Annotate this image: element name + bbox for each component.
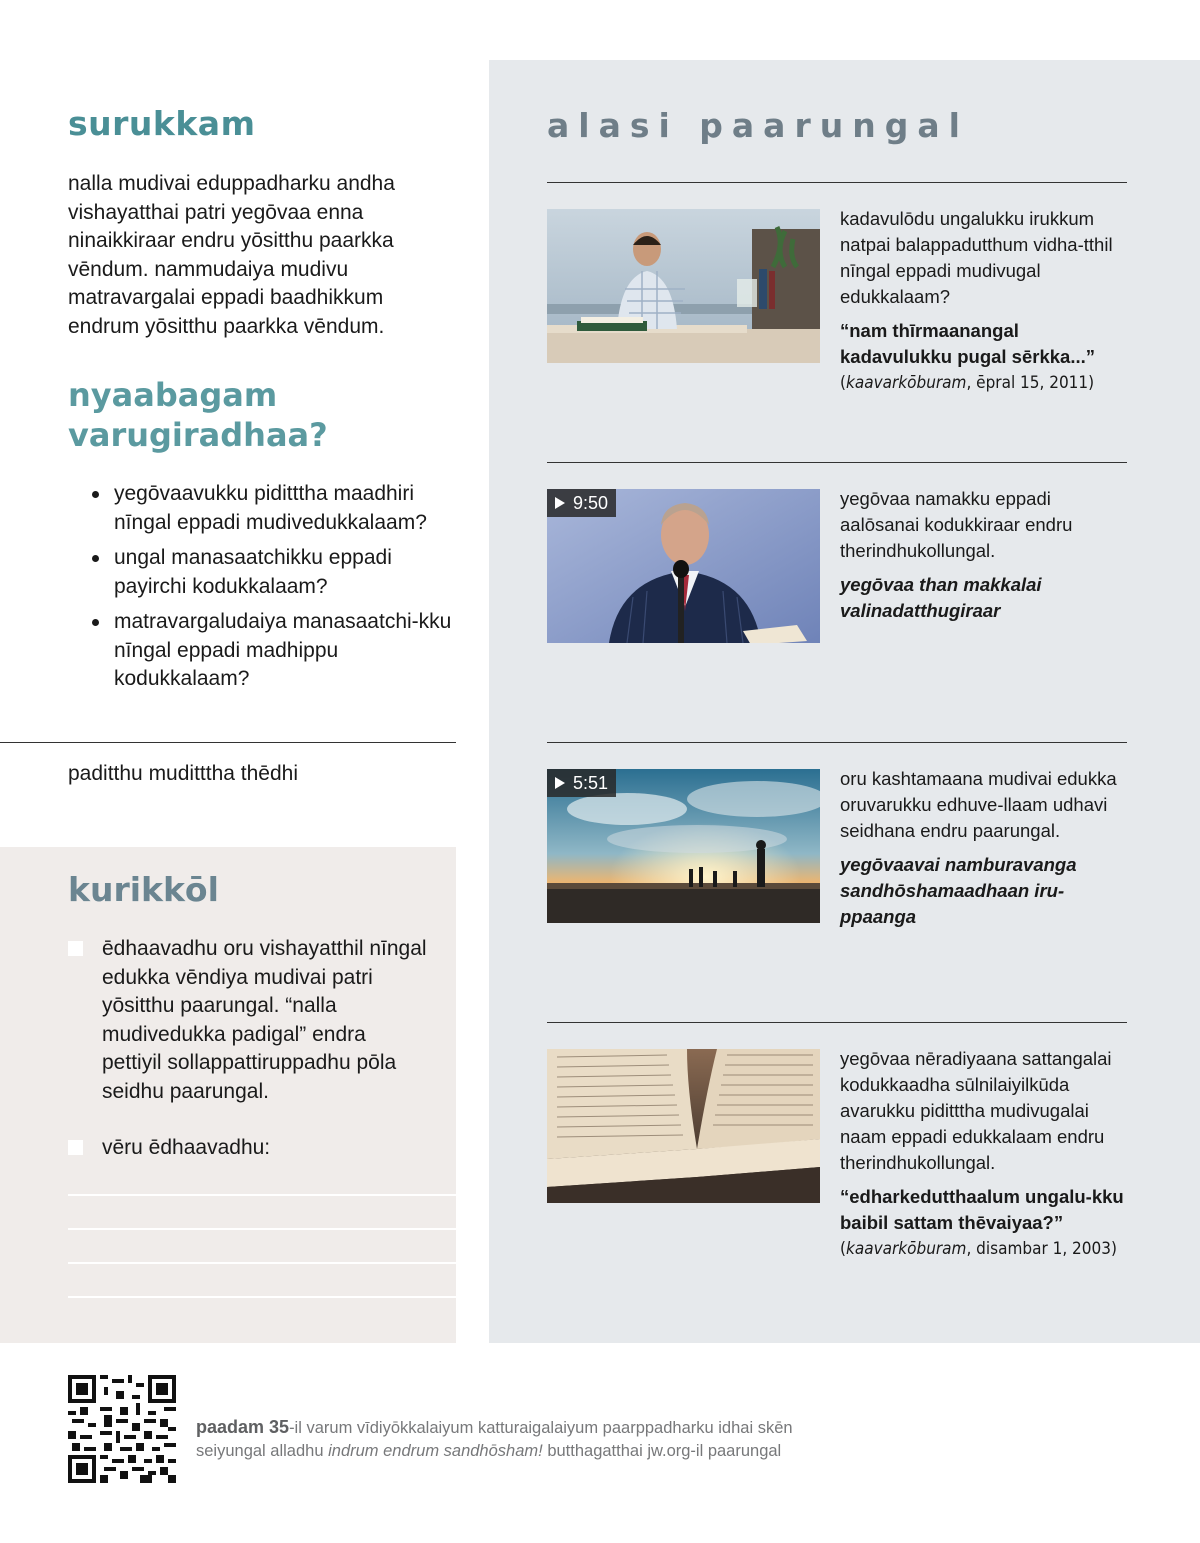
video-thumbnail[interactable] (547, 489, 820, 643)
goal-option-1[interactable] (68, 935, 428, 1106)
summary-text: nalla mudivai eduppadharku andha vishayatthai patri yegōvaa enna ninaikkiraar endru yōsitthu paarkka vēndum. nammudaiya mudivu matravargalai eppadi baadhikkum endrum yōsitthu paarkka vēndum. (68, 172, 395, 338)
completion-date-label[interactable]: paditthu muditttha thēdhi (68, 762, 298, 785)
date-divider (0, 742, 456, 743)
write-line[interactable] (68, 1262, 456, 1264)
video-thumbnail[interactable] (547, 769, 820, 923)
divider (547, 182, 1127, 183)
publication-name: kaavarkōburam (845, 373, 967, 393)
qr-code[interactable] (68, 1375, 176, 1483)
question-text: ungal manasaatchikku eppadi payirchi kodukkalaam? (114, 546, 392, 598)
divider (547, 462, 1127, 463)
resource-description: yegōvaa nēradiyaana sattangalai kodukkaadha sūlnilaiyilkūda avarukku piditttha mudivugalai naam eppadi edukkalaam endru therindhukollungal. (840, 1048, 1112, 1173)
book-title: indrum endrum sandhōsham! (328, 1442, 543, 1460)
list-item (92, 544, 452, 601)
publication-name: kaavarkōburam (845, 1239, 967, 1259)
goal-option-text: vēru ēdhaavadhu: (102, 1136, 271, 1159)
resource-title-link[interactable]: “edharkedutthaalum ungalu-kku baibil sattam thēvaiyaa?” (840, 1186, 1124, 1233)
resource-item (840, 486, 1135, 624)
video-duration-badge (547, 769, 616, 797)
resource-item (840, 206, 1135, 396)
open-bible-image (547, 1049, 820, 1203)
remember-heading: nyaabagam varugiradhaa? (68, 376, 328, 454)
publication-date: , ēpral 15, 2011) (966, 373, 1095, 393)
publication-date: , disambar 1, 2003) (966, 1239, 1117, 1259)
goal-option-text: ēdhaavadhu oru vishayatthil nīngal edukka vēndiya mudivai patri yōsitthu paarungal. “nalla mudivedukka padigal” endra pettiyil sollappattiruppadhu pōla seidhu paarungal. (102, 937, 427, 1103)
resource-source: (kaavarkōburam, ēpral 15, 2011) (840, 373, 1095, 393)
goal-heading: kurikkōl (68, 870, 219, 909)
qr-code-icon (68, 1375, 176, 1483)
list-item (92, 608, 452, 694)
bullet-icon (92, 619, 99, 626)
video-duration: 9:50 (573, 492, 609, 513)
write-line[interactable] (68, 1194, 456, 1196)
play-icon (555, 497, 565, 509)
resource-description: oru kashtamaana mudivai edukka oruvarukku edhuve-llaam udhavi seidhana endru paarungal. (840, 768, 1117, 841)
resource-title-link[interactable]: yegōvaa than makkalai valinadatthugiraar (840, 574, 1042, 621)
lesson-reference: paadam 35 (196, 1417, 290, 1437)
resource-source: (kaavarkōburam, disambar 1, 2003) (840, 1239, 1117, 1259)
resource-description: kadavulōdu ungalukku irukkum natpai balappadutthum vidha-tthil nīngal eppadi mudivugal edukkalaam? (840, 208, 1113, 307)
summary-heading: surukkam (68, 104, 256, 143)
play-icon (555, 777, 565, 789)
resource-item (840, 766, 1135, 930)
goal-option-2[interactable] (68, 1134, 428, 1163)
write-line[interactable] (68, 1296, 456, 1298)
list-item (92, 480, 452, 537)
bullet-icon (92, 555, 99, 562)
footer-note (196, 1416, 836, 1463)
bullet-icon (92, 491, 99, 498)
article-thumbnail[interactable] (547, 209, 820, 363)
divider (547, 1022, 1127, 1023)
resource-title-link[interactable]: yegōvaavai namburavanga sandhōshamaadhaan iru-ppaanga (840, 854, 1077, 927)
write-line[interactable] (68, 1228, 456, 1230)
review-questions-list (92, 480, 452, 701)
question-text: matravargaludaiya manasaatchi-kku nīngal eppadi madhippu kodukkalaam? (114, 610, 452, 690)
man-studying-image (547, 209, 820, 363)
video-duration: 5:51 (573, 772, 609, 793)
footer-text-part: butthagatthai jw.org-il paarungal (542, 1442, 782, 1460)
resource-title-link[interactable]: “nam thīrmaanangal kadavulukku pugal sērkka...” (840, 320, 1095, 367)
divider (547, 742, 1127, 743)
checkbox[interactable] (68, 1140, 83, 1155)
article-thumbnail[interactable] (547, 1049, 820, 1203)
question-text: yegōvaavukku piditttha maadhiri nīngal eppadi mudivedukkalaam? (114, 482, 427, 534)
resource-item (840, 1046, 1135, 1262)
further-study-heading: alasi paarungal (547, 106, 969, 145)
video-duration-badge (547, 489, 616, 517)
resource-description: yegōvaa namakku eppadi aalōsanai kodukkiraar endru therindhukollungal. (840, 488, 1073, 561)
footer-text-part: -il varum vīdiyōkkalaiyum katturaigalaiyum paarppadharku idhai skēn seiyungal alladhu (196, 1419, 793, 1460)
checkbox[interactable] (68, 941, 83, 956)
